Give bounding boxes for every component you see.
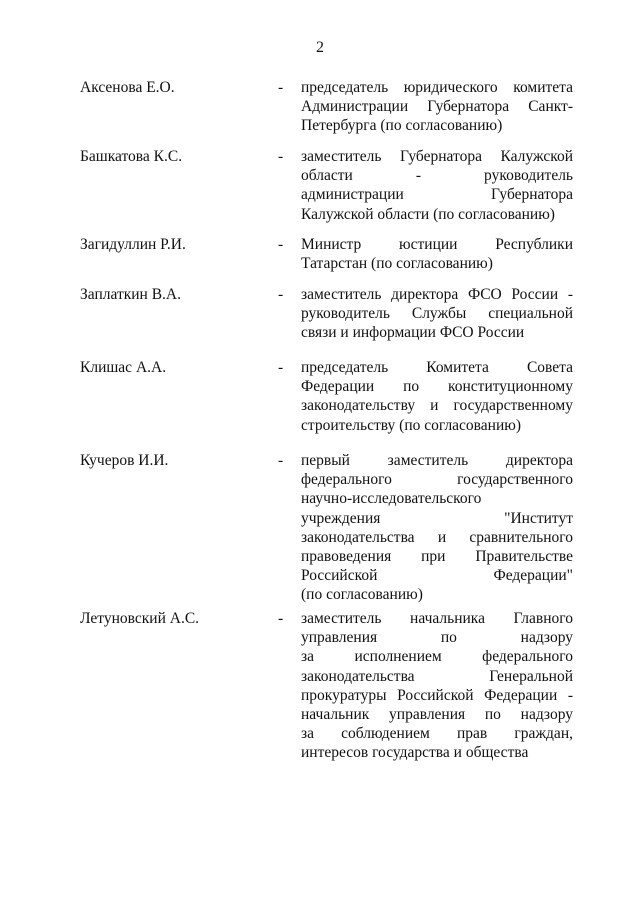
position-line: области - руководитель bbox=[301, 167, 573, 185]
page-number: 2 bbox=[316, 39, 324, 56]
position-line: законодательства и сравнительного bbox=[301, 528, 573, 546]
member-name: Кучеров И.И. bbox=[80, 452, 169, 469]
member-name: Аксенова Е.О. bbox=[80, 79, 175, 96]
position-line: Администрации Губернатора Санкт- bbox=[301, 98, 573, 116]
position-line: интересов государства и общества bbox=[301, 744, 529, 762]
member-position bbox=[301, 78, 573, 136]
member-name: Башкатова К.С. bbox=[80, 148, 183, 165]
position-line: председатель юридического комитета bbox=[301, 79, 573, 96]
position-line: заместитель начальника Главного bbox=[301, 610, 573, 627]
member-position bbox=[301, 609, 573, 763]
dash-separator: - bbox=[278, 236, 284, 253]
position-line: Министр юстиции Республики bbox=[301, 236, 573, 253]
position-line: начальник управления по надзору bbox=[301, 705, 573, 723]
position-line: Калужской области (по согласованию) bbox=[301, 205, 555, 223]
member-name: Загидуллин Р.И. bbox=[80, 236, 186, 253]
position-line: строительству (по согласованию) bbox=[301, 416, 522, 434]
position-line: заместитель директора ФСО России - bbox=[301, 286, 573, 303]
position-line: Российской Федерации" bbox=[301, 567, 573, 585]
position-line: руководитель Службы специальной bbox=[301, 305, 573, 323]
dash-separator: - bbox=[278, 79, 284, 96]
position-line: научно-исследовательского bbox=[301, 490, 482, 508]
position-line: управления по надзору bbox=[301, 629, 573, 647]
position-line: Федерации по конституционному bbox=[301, 378, 573, 396]
position-line: связи и информации ФСО России bbox=[301, 324, 525, 342]
position-line: учреждения "Институт bbox=[301, 509, 573, 527]
member-name: Летуновский А.С. bbox=[80, 610, 200, 627]
position-line: правоведения при Правительстве bbox=[301, 547, 573, 565]
position-line: прокуратуры Российской Федерации - bbox=[301, 686, 573, 704]
position-line: заместитель Губернатора Калужской bbox=[301, 148, 573, 165]
position-line: Петербурга (по согласованию) bbox=[301, 117, 503, 135]
member-name: Заплаткин В.А. bbox=[80, 286, 181, 303]
member-position bbox=[301, 358, 573, 435]
position-line: администрации Губернатора bbox=[301, 186, 573, 204]
position-line: председатель Комитета Совета bbox=[301, 359, 573, 376]
position-line: законодательства Генеральной bbox=[301, 667, 573, 685]
dash-separator: - bbox=[278, 148, 284, 165]
position-line: за соблюдением прав граждан, bbox=[301, 725, 573, 743]
member-position bbox=[301, 147, 573, 224]
dash-separator: - bbox=[278, 359, 284, 376]
position-line: (по согласованию) bbox=[301, 586, 423, 604]
position-line: Татарстан (по согласованию) bbox=[301, 255, 493, 273]
member-position bbox=[301, 285, 573, 343]
position-line: первый заместитель директора bbox=[301, 452, 573, 469]
dash-separator: - bbox=[278, 286, 284, 303]
position-line: федерального государственного bbox=[301, 471, 573, 489]
member-position bbox=[301, 451, 573, 605]
dash-separator: - bbox=[278, 610, 284, 627]
member-name: Клишас А.А. bbox=[80, 359, 167, 376]
member-position bbox=[301, 235, 573, 273]
position-line: законодательству и государственному bbox=[301, 397, 573, 415]
position-line: за исполнением федерального bbox=[301, 648, 573, 666]
dash-separator: - bbox=[278, 452, 284, 469]
